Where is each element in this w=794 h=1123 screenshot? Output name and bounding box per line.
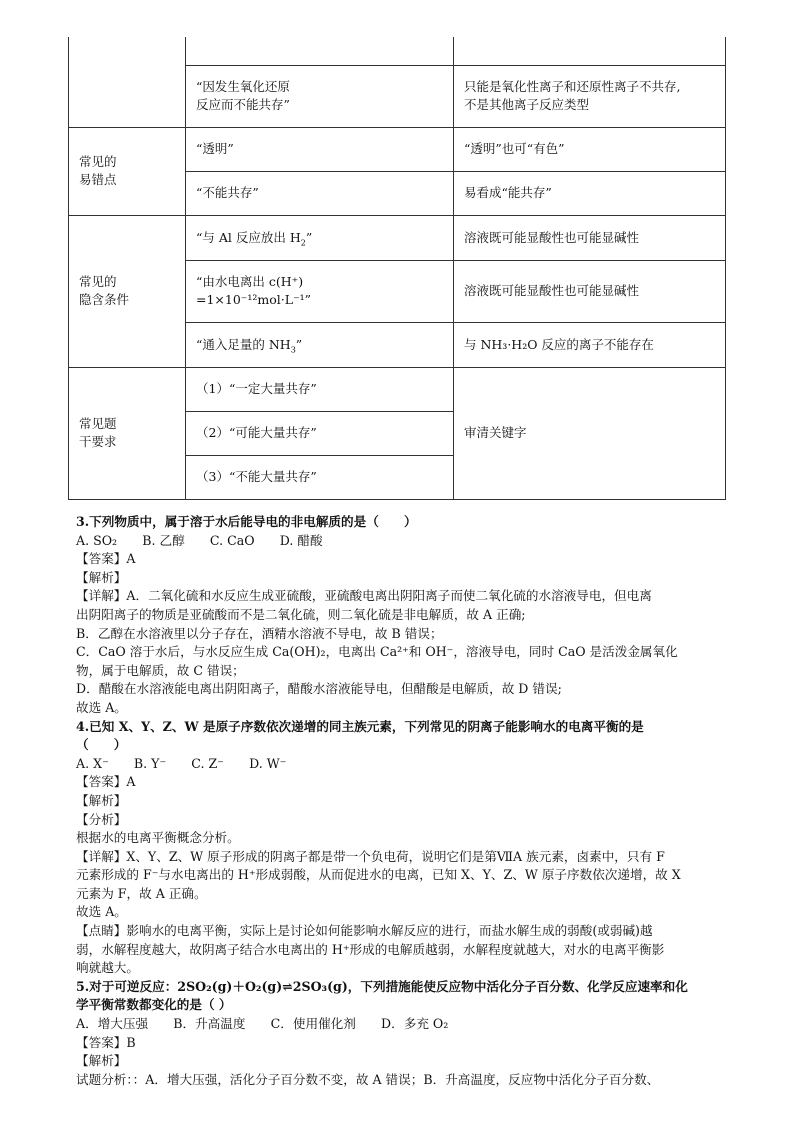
table-row bbox=[69, 215, 726, 260]
detail-text: 物，属于电解质，故 C 错误； bbox=[76, 662, 245, 678]
detail-text: 出阴阳离子的物质是亚硫酸而不是二氧化硫，则二氧化硫是非电解质，故 A 正确; bbox=[76, 606, 526, 622]
conclusion-text: 故选 A。 bbox=[76, 699, 127, 715]
cell-text: （3）“不能大量共存” bbox=[196, 469, 317, 484]
answer-label: 【答案】A bbox=[76, 774, 136, 790]
subscript: 3 bbox=[290, 345, 296, 354]
table-row bbox=[69, 37, 726, 65]
category-text: 干要求 bbox=[79, 434, 117, 449]
table-category bbox=[69, 127, 186, 215]
table-row bbox=[69, 367, 726, 411]
cell-text: 只能是氧化性离子和还原性离子不共存, bbox=[464, 79, 681, 94]
question-options: A. X⁻ B. Y⁻ C. Z⁻ D. W⁻ bbox=[76, 755, 287, 771]
cell-text: “因发生氧化还原 bbox=[196, 79, 290, 94]
table-cell bbox=[454, 37, 726, 65]
table-cell bbox=[186, 322, 454, 367]
table-category bbox=[69, 215, 186, 367]
detail-text: D．醋酸在水溶液能电离出阴阳离子，醋酸水溶液能导电，但醋酸是电解质，故 D 错误; bbox=[76, 681, 562, 697]
cell-text: 易看成“能共存” bbox=[464, 185, 552, 200]
table-cell bbox=[186, 260, 454, 322]
table-cell bbox=[186, 171, 454, 215]
table-cell bbox=[186, 215, 454, 260]
detail-text: B．乙醇在水溶液里以分子存在，酒精水溶液不导电，故 B 错误； bbox=[76, 625, 443, 641]
detail-text: 【详解】X、Y、Z、W 原子形成的阴离子都是带一个负电荷，说明它们是第ⅦA 族元素，卤素中，只有 F bbox=[76, 848, 665, 864]
analysis-label: 【解析】 bbox=[76, 1053, 127, 1069]
detail-text: 元素形成的 F⁻与水电离出的 H⁺形成弱酸，从而促进水的电离，已知 X、Y、Z、W 原子序数依次递增，故 X bbox=[76, 867, 681, 883]
detail-text: 【详解】A．二氧化硫和水反应生成亚硫酸，亚硫酸电离出阴阳离子而使二氧化硫的水溶液导电，但电离 bbox=[76, 588, 652, 604]
table-cell bbox=[454, 127, 726, 171]
table-category bbox=[69, 367, 186, 499]
cell-text: “不能共存” bbox=[196, 185, 259, 200]
analysis-label: 【解析】 bbox=[76, 569, 127, 585]
table-cell bbox=[186, 127, 454, 171]
table-cell bbox=[186, 37, 454, 65]
cell-text: ” bbox=[305, 229, 313, 245]
cell-text: “透明” bbox=[196, 141, 234, 156]
cell-text: “通入足量的 NH bbox=[196, 336, 291, 352]
answer-label: 【答案】A bbox=[76, 551, 136, 567]
cell-text: =1×10⁻¹²mol·L⁻¹” bbox=[196, 292, 312, 307]
question-stem: （ ） bbox=[76, 737, 127, 753]
table-cell bbox=[454, 215, 726, 260]
cell-text: 审清关键字 bbox=[464, 425, 527, 440]
question-options: A. SO₂ B. 乙醇 C. CaO D. 醋酸 bbox=[76, 532, 323, 548]
question-section bbox=[76, 513, 724, 1089]
table-cell bbox=[186, 367, 454, 411]
tip-text: 弱，水解程度越大，故阴离子结合水电离出的 H⁺形成的电解质越弱，水解程度就越大，对水的电离平衡影 bbox=[76, 941, 665, 957]
answer-label: 【答案】B bbox=[76, 1034, 136, 1050]
table-cell bbox=[454, 367, 726, 499]
cell-text: “透明”也可“有色” bbox=[464, 141, 565, 156]
cell-text: 与 NH₃·H₂O 反应的离子不能存在 bbox=[464, 336, 654, 352]
detail-text: 元素为 F，故 A 正确。 bbox=[76, 885, 207, 901]
detail-text: C．CaO 溶于水后，与水反应生成 Ca(OH)₂，电离出 Ca²⁺和 OH⁻，溶液导电，同时 CaO 是活泼金属氧化 bbox=[76, 644, 678, 660]
table-cell bbox=[186, 65, 454, 127]
table-cell bbox=[454, 171, 726, 215]
category-text: 易错点 bbox=[79, 172, 117, 187]
table-cell bbox=[186, 411, 454, 455]
cell-text: 反应而不能共存” bbox=[196, 97, 290, 112]
tip-text: 响就越大。 bbox=[76, 960, 139, 976]
question-options: A．增大压强 B．升高温度 C．使用催化剂 D．多充 O₂ bbox=[76, 1016, 449, 1032]
cell-text: （1）“一定大量共存” bbox=[196, 381, 317, 396]
cell-text: 不是其他离子反应类型 bbox=[464, 97, 590, 112]
fenxi-text: 根据水的电离平衡概念分析。 bbox=[76, 830, 240, 846]
question-stem: 5.对于可逆反应：2SO₂(g)＋O₂(g)⇌2SO₃(g)，下列措施能使反应物中活化分子百分数、化学反应速率和化 bbox=[76, 978, 688, 994]
cell-text: 溶液既可能显酸性也可能显碱性 bbox=[464, 229, 640, 245]
category-text: 常见题 bbox=[79, 416, 117, 431]
cell-text: ” bbox=[295, 336, 303, 352]
question-stem: 3.下列物质中，属于溶于水后能导电的非电解质的是（ ） bbox=[76, 514, 417, 529]
tip-text: 【点睛】影响水的电离平衡，实际上是讨论如何能影响水解反应的进行，而盐水解生成的弱酸(或弱碱)越 bbox=[76, 923, 653, 939]
analysis-label: 【解析】 bbox=[76, 792, 127, 808]
category-text: 常见的 bbox=[79, 154, 117, 169]
table-cell bbox=[454, 65, 726, 127]
table-cell bbox=[69, 37, 186, 127]
cell-text: （2）“可能大量共存” bbox=[196, 425, 317, 440]
conclusion-text: 故选 A。 bbox=[76, 904, 127, 920]
table-cell bbox=[454, 322, 726, 367]
category-text: 隐含条件 bbox=[79, 292, 130, 307]
table-row bbox=[69, 127, 726, 171]
fenxi-label: 【分析】 bbox=[76, 811, 127, 827]
table-cell bbox=[454, 260, 726, 322]
analysis-text: 试题分析：：A．增大压强，活化分子百分数不变，故 A 错误；B．升高温度，反应物中活化分子百分数、 bbox=[76, 1071, 660, 1087]
question-stem: 4.已知 X、Y、Z、W 是原子序数依次递增的同主族元素，下列常见的阴离子能影响水的电离平衡的是 bbox=[76, 718, 644, 734]
category-text: 常见的 bbox=[79, 274, 117, 289]
question-stem: 学平衡常数都变化的是（ ） bbox=[76, 997, 232, 1013]
ion-coexistence-table bbox=[68, 37, 726, 500]
cell-text: “与 Al 反应放出 H bbox=[196, 229, 301, 245]
cell-text: “由水电离出 c(H⁺) bbox=[196, 274, 304, 289]
table-cell bbox=[186, 455, 454, 499]
subscript: 2 bbox=[300, 238, 306, 247]
cell-text: 溶液既可能显酸性也可能显碱性 bbox=[464, 283, 640, 298]
